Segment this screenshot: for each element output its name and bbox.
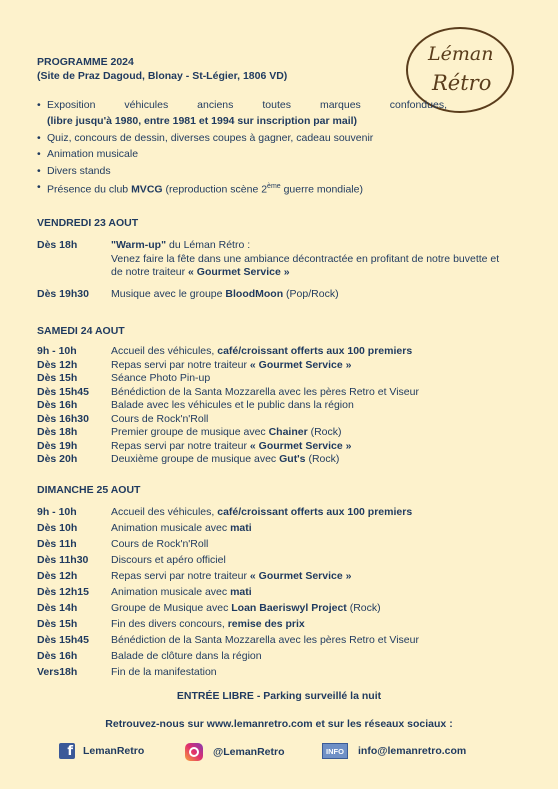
section-title: SAMEDI 24 AOUT [37,325,125,337]
sunday-section [37,484,511,680]
schedule-row [37,552,511,568]
schedule-row [37,504,511,520]
list-item: • Présence du club MVCG (reproduction scène 2ème guerre mondiale) [37,179,447,198]
schedule-description: Repas servi par notre traiteur « Gourmet Service » [111,358,352,371]
instagram-link[interactable]: @LemanRetro [185,743,285,761]
list-item: • Divers stands [37,163,447,179]
info-icon: INFO [322,743,348,759]
schedule-row [37,584,511,600]
schedule-description: Balade de clôture dans la région [111,650,262,662]
schedule-description: Fin des divers concours, remise des prix [111,618,305,630]
schedule-row [37,386,511,400]
section-title: DIMANCHE 25 AOUT [37,484,141,496]
schedule-time: Dès 16h [37,650,78,662]
schedule-row [37,440,511,454]
schedule-time: Dès 11h30 [37,554,89,566]
programme-location: (Site de Praz Dagoud, Blonay - St-Légier, 1806 VD) [37,70,288,82]
schedule-description: Groupe de Musique avec Loan Baeriswyl Project (Rock) [111,602,381,614]
logo-text-retro: Rétro [432,71,492,95]
friday-section [37,217,511,301]
section-title: VENDREDI 23 AOUT [37,217,139,229]
schedule-time: Dès 16h30 [37,412,89,425]
schedule-description: Fin de la manifestation [111,666,217,678]
programme-header [37,55,287,83]
schedule-time: Dès 10h [37,522,78,534]
schedule-time: Dès 19h30 [37,287,89,300]
schedule-description: Bénédiction de la Santa Mozzarella avec les pères Retro et Viseur [111,385,419,398]
schedule-description: Accueil des véhicules, café/croissant offerts aux 100 premiers [111,506,413,518]
schedule-row [37,399,511,413]
schedule-time: 9h - 10h [37,506,77,518]
highlights-list [37,97,447,198]
list-item: • Quiz, concours de dessin, diverses coupes à gagner, cadeau souvenir [37,130,447,146]
schedule-time: Dès 19h [37,439,78,452]
schedule-description: Animation musicale avec mati [111,586,252,598]
schedule-row [37,288,511,302]
schedule-time: Dès 11h [37,538,77,550]
schedule-description: Cours de Rock'n'Roll [111,538,209,550]
schedule-row [37,632,511,648]
schedule-time: Dès 12h [37,358,78,371]
schedule-time: Dès 14h [37,602,78,614]
schedule-description: Animation musicale avec mati [111,522,252,534]
list-item: • Exposition véhicules anciens toutes marques confondues, [37,97,447,113]
schedule-row [37,426,511,440]
schedule-time: Dès 12h [37,570,78,582]
schedule-description: Deuxième groupe de musique avec Gut's (Rock) [111,453,340,465]
schedule-time: Dès 20h [37,453,78,465]
schedule-row [37,520,511,536]
schedule-row [37,664,511,680]
schedule-row [37,568,511,584]
schedule-row [37,648,511,664]
facebook-icon: f [59,743,75,759]
schedule-time: Vers18h [37,666,78,678]
schedule-description: "Warm-up" du Léman Rétro : Venez faire la fête dans une ambiance décontractée en profitant de notre buvette et de notre traiteur « Gourmet Service » [111,239,500,278]
schedule-description: Séance Photo Pin-up [111,372,211,384]
logo-text-leman: Léman [428,43,494,65]
find-us-text: Retrouvez-nous sur www.lemanretro.com et sur les réseaux sociaux : [105,718,453,730]
schedule-row [37,536,511,552]
schedule-row [37,345,511,359]
schedule-row [37,600,511,616]
schedule-time: Dès 18h [37,426,78,438]
schedule-description: Balade avec les véhicules et le public dans la région [111,399,354,411]
list-item: • Animation musicale [37,146,447,162]
schedule-description: Discours et apéro officiel [111,554,226,566]
schedule-description: Cours de Rock'n'Roll [111,412,209,425]
list-item-continuation: (libre jusqu'à 1980, entre 1981 et 1994 sur inscription par mail) [47,115,358,128]
facebook-link[interactable]: f LemanRetro [59,743,144,759]
saturday-schedule [37,345,511,467]
schedule-description: Bénédiction de la Santa Mozzarella avec les pères Retro et Viseur [111,634,419,646]
schedule-time: Dès 15h45 [37,385,89,398]
schedule-description: Repas servi par notre traiteur « Gourmet Service » [111,439,352,452]
schedule-time: 9h - 10h [37,345,77,357]
schedule-time: Dès 18h [37,239,78,251]
schedule-time: Dès 15h [37,372,78,384]
schedule-row [37,239,511,280]
schedule-row [37,372,511,386]
schedule-row [37,413,511,427]
schedule-description: Musique avec le groupe BloodMoon (Pop/Rock) [111,287,339,300]
free-entry-notice: ENTRÉE LIBRE - Parking surveillé la nuit [176,690,382,702]
schedule-description: Premier groupe de musique avec Chainer (Rock) [111,426,342,438]
schedule-time: Dès 15h45 [37,634,89,646]
saturday-section [37,325,511,467]
schedule-row [37,359,511,373]
email-link[interactable]: INFO info@lemanretro.com [322,743,466,759]
sunday-schedule [37,504,511,680]
schedule-time: Dès 12h15 [37,586,89,598]
schedule-row [37,616,511,632]
schedule-description: Accueil des véhicules, café/croissant offerts aux 100 premiers [111,345,413,357]
programme-title: PROGRAMME 2024 [37,56,134,68]
schedule-time: Dès 16h [37,399,78,411]
schedule-time: Dès 15h [37,618,78,630]
schedule-description: Repas servi par notre traiteur « Gourmet Service » [111,570,352,582]
schedule-row [37,453,511,467]
instagram-icon [185,743,203,761]
